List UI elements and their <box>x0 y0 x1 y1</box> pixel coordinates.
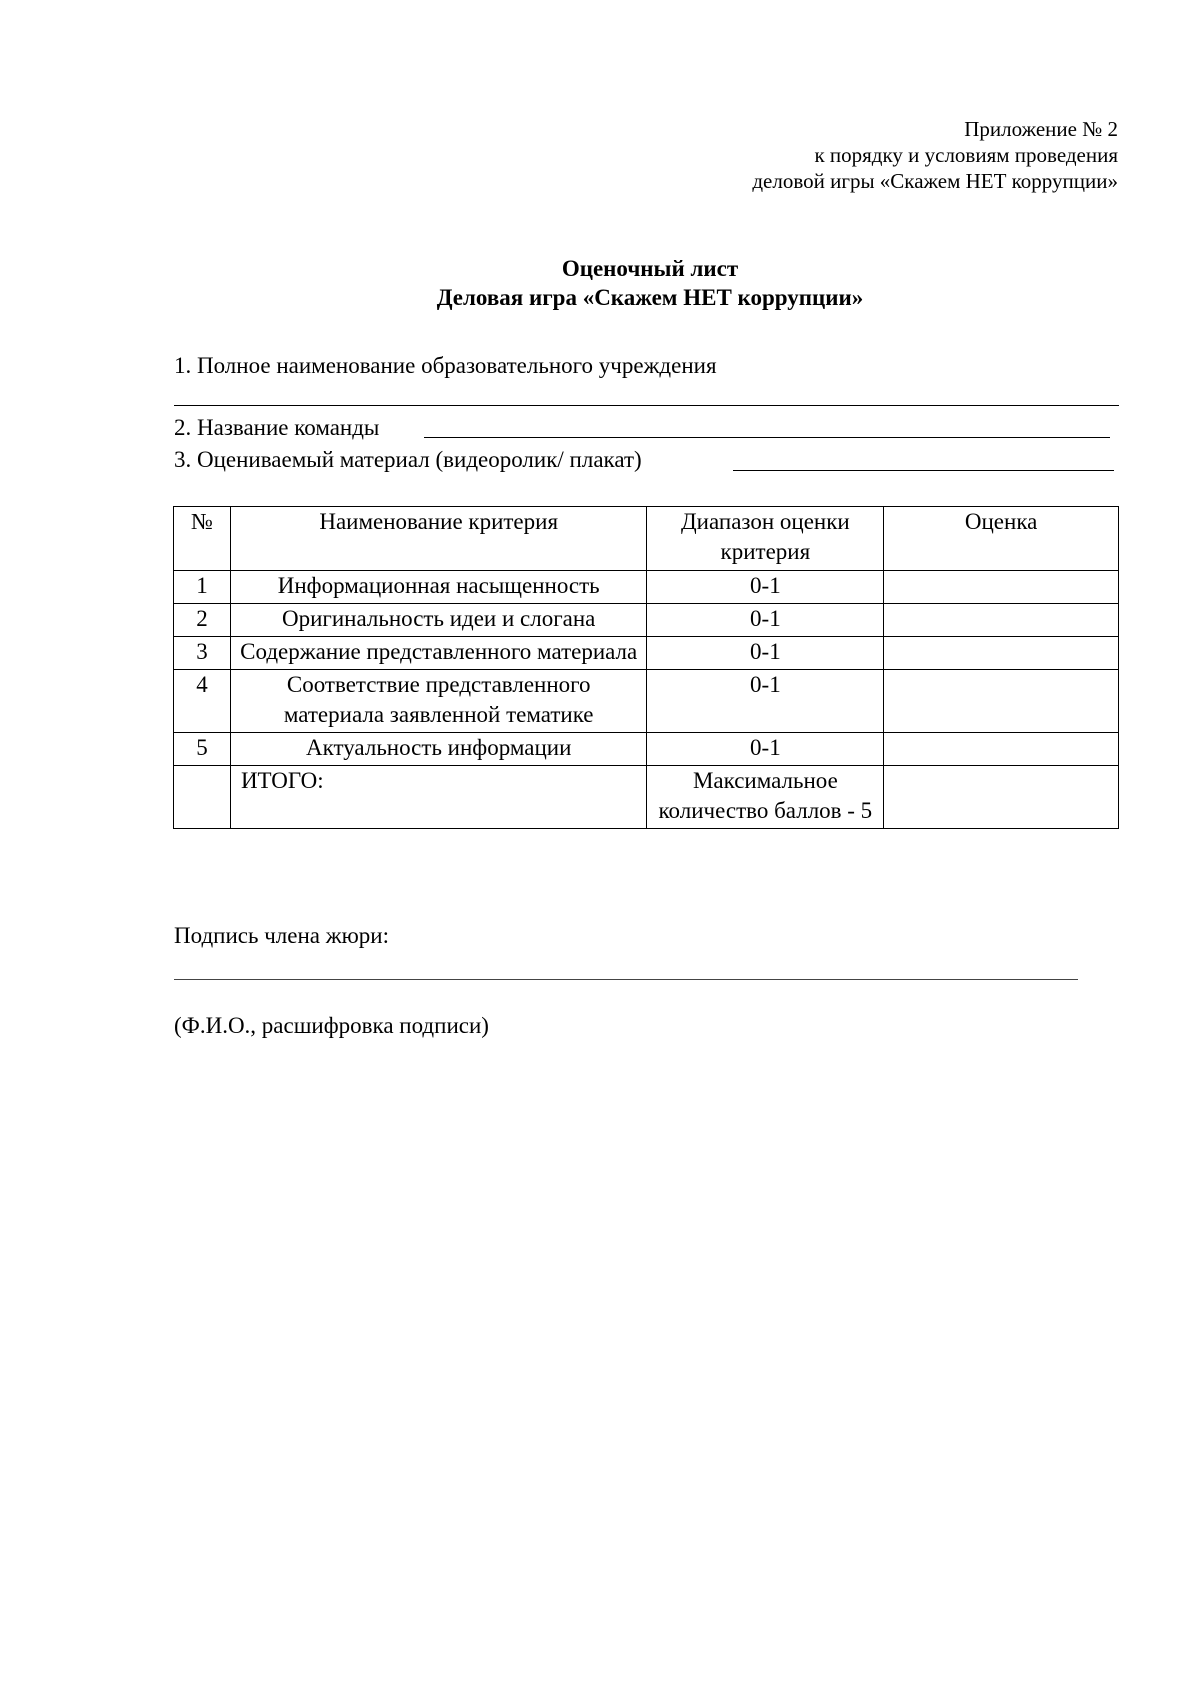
row-score-cell[interactable] <box>884 670 1119 733</box>
row-score-cell[interactable] <box>884 571 1119 604</box>
header-criterion: Наименование критерия <box>230 507 647 571</box>
row-num: 5 <box>174 733 231 766</box>
row-range: 0-1 <box>647 637 884 670</box>
table-total-row <box>174 766 1119 829</box>
field-institution-line[interactable] <box>174 405 1119 406</box>
row-range: 0-1 <box>647 733 884 766</box>
table-row <box>174 637 1119 670</box>
row-criterion: Оригинальность идеи и слогана <box>230 604 647 637</box>
row-score-cell[interactable] <box>884 733 1119 766</box>
row-criterion: Соответствие представленного материала заявленной тематике <box>230 670 647 733</box>
row-criterion: Содержание представленного материала <box>230 637 647 670</box>
row-score-cell[interactable] <box>884 637 1119 670</box>
title-line-2: Деловая игра «Скажем НЕТ коррупции» <box>436 285 864 310</box>
field-team-line[interactable] <box>424 437 1110 438</box>
header-score: Оценка <box>884 507 1119 571</box>
row-score-cell[interactable] <box>884 604 1119 637</box>
field-material-line[interactable] <box>733 470 1114 471</box>
row-num: 2 <box>174 604 231 637</box>
total-label: ИТОГО: <box>230 766 647 829</box>
title-line-1: Оценочный лист <box>561 256 739 281</box>
criteria-table <box>173 506 1119 829</box>
field-institution-label: 1. Полное наименование образовательного учреждения <box>174 353 717 378</box>
row-criterion: Информационная насыщенность <box>230 571 647 604</box>
table-row <box>174 571 1119 604</box>
row-num: 4 <box>174 670 231 733</box>
signature-fio-caption: (Ф.И.О., расшифровка подписи) <box>174 1013 489 1038</box>
signature-line[interactable] <box>174 979 1078 980</box>
total-range: Максимальное количество баллов - 5 <box>647 766 884 829</box>
signature-label: Подпись члена жюри: <box>174 923 390 948</box>
appendix-line-1: Приложение № 2 <box>964 117 1118 141</box>
document-title <box>0 254 1200 312</box>
appendix-header <box>752 116 1118 194</box>
row-range: 0-1 <box>647 670 884 733</box>
field-team-label: 2. Название команды <box>174 415 380 440</box>
total-score-cell[interactable] <box>884 766 1119 829</box>
row-num: 3 <box>174 637 231 670</box>
total-num-empty <box>174 766 231 829</box>
appendix-line-3: деловой игры «Скажем НЕТ коррупции» <box>752 169 1118 193</box>
header-num: № <box>174 507 231 571</box>
table-row <box>174 733 1119 766</box>
appendix-line-2: к порядку и условиям проведения <box>814 143 1118 167</box>
header-range: Диапазон оценки критерия <box>647 507 884 571</box>
row-range: 0-1 <box>647 604 884 637</box>
table-header-row <box>174 507 1119 571</box>
field-material-label: 3. Оцениваемый материал (видеоролик/ плакат) <box>174 447 642 472</box>
row-range: 0-1 <box>647 571 884 604</box>
row-criterion: Актуальность информации <box>230 733 647 766</box>
table-row <box>174 604 1119 637</box>
table-row <box>174 670 1119 733</box>
row-num: 1 <box>174 571 231 604</box>
